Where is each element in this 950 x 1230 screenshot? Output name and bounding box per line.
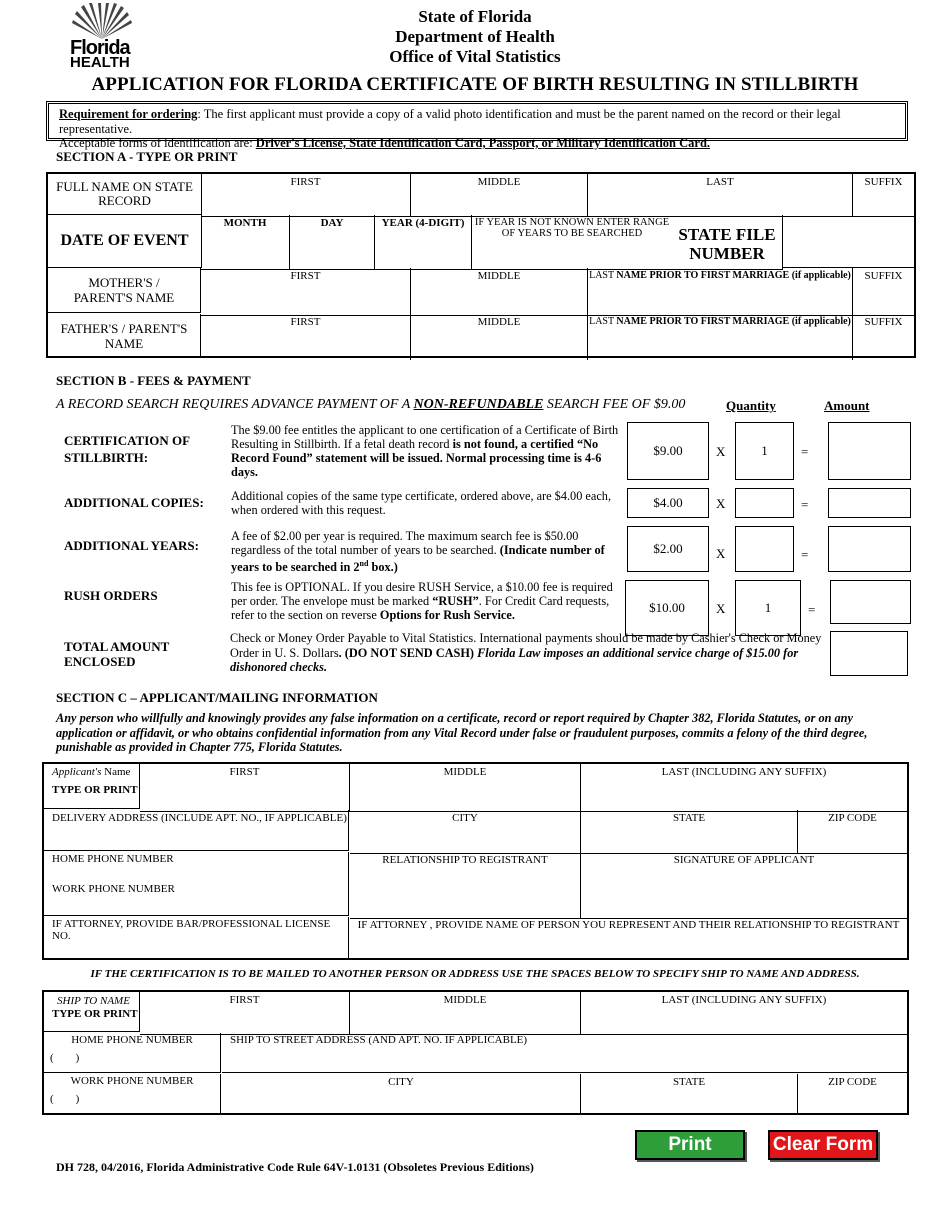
full-name-first[interactable]: FIRST xyxy=(201,174,411,217)
fee-box-rush: $10.00 xyxy=(625,580,709,636)
state-file-number-label: STATE FILE NUMBER xyxy=(678,225,776,263)
father-name-label: FATHER'S / PARENT'S NAME xyxy=(48,314,201,358)
attorney-represented-person[interactable]: IF ATTORNEY , PROVIDE NAME OF PERSON YOU REPRESENT AND THEIR RELATIONSHIP TO REGISTRANT xyxy=(357,919,900,931)
requirement-box xyxy=(46,101,908,150)
full-name-last[interactable]: LAST xyxy=(588,174,853,217)
applicant-city[interactable]: CITY xyxy=(350,810,581,854)
fee-intro-a: A RECORD SEARCH REQUIRES ADVANCE PAYMENT OF A xyxy=(56,397,414,412)
total-desc-b: . (DO NOT SEND CASH) xyxy=(338,645,478,660)
qty-certification[interactable]: 1 xyxy=(735,422,794,480)
relationship-to-registrant[interactable]: RELATIONSHIP TO REGISTRANT xyxy=(350,852,581,919)
father-last-label: LAST xyxy=(589,316,617,327)
delivery-address[interactable]: DELIVERY ADDRESS (INCLUDE APT. NO., IF APPLICABLE) xyxy=(44,810,349,851)
full-name-middle[interactable]: MIDDLE xyxy=(411,174,588,217)
total-desc-c: Florida Law imposes an additional service charge of $15.00 for dishonored checks. xyxy=(230,645,799,674)
fee-intro xyxy=(56,397,685,413)
home-phone-label: HOME PHONE NUMBER xyxy=(52,853,174,865)
year-range-label: IF YEAR IS NOT KNOWN ENTER RANGE OF YEARS TO BE SEARCHED xyxy=(474,217,670,239)
requirement-ids: Driver's License, State Identification Card, Passport, or Military Identification Card. xyxy=(255,136,711,150)
fee-desc-rush-a: This fee is OPTIONAL. If you desire RUSH Service, a $10.00 fee is required per order. The envelope must be marked xyxy=(231,580,613,608)
full-name-label: FULL NAME ON STATE RECORD xyxy=(48,174,202,215)
ship-to-table xyxy=(42,990,909,1115)
mother-middle[interactable]: MIDDLE xyxy=(411,268,588,316)
applicant-first[interactable]: FIRST xyxy=(140,764,350,812)
fee-label-years: ADDITIONAL YEARS: xyxy=(64,538,199,553)
equals-sign: = xyxy=(808,602,816,617)
date-year[interactable]: YEAR (4-DIGIT) xyxy=(375,215,472,270)
father-suffix[interactable]: SUFFIX xyxy=(864,316,903,328)
amount-certification[interactable] xyxy=(828,422,911,480)
fee-intro-c: SEARCH FEE OF $9.00 xyxy=(543,397,686,412)
total-desc xyxy=(230,631,827,675)
times-sign: X xyxy=(716,496,726,511)
ship-first[interactable]: FIRST xyxy=(140,992,350,1035)
times-sign: X xyxy=(716,546,726,561)
clear-form-button[interactable]: Clear Form xyxy=(768,1130,878,1160)
florida-health-logo xyxy=(70,3,134,71)
equals-sign: = xyxy=(801,497,809,512)
fee-desc-rush-d: Options for Rush Service. xyxy=(379,608,515,622)
applicant-type-or-print: TYPE OR PRINT xyxy=(52,784,138,796)
amount-header: Amount xyxy=(824,398,870,413)
fee-desc-rush-b: “RUSH” xyxy=(432,594,479,608)
fee-label-certification: CERTIFICATION OF STILLBIRTH: xyxy=(64,433,190,465)
father-last[interactable] xyxy=(588,314,853,360)
ship-work-phone-paren: ( ) xyxy=(50,1093,80,1105)
mother-first[interactable]: FIRST xyxy=(201,268,411,316)
applicant-table xyxy=(42,762,909,960)
fee-intro-nonrefundable: NON-REFUNDABLE xyxy=(413,397,544,412)
equals-sign: = xyxy=(801,444,809,459)
ship-type-or-print: TYPE OR PRINT xyxy=(52,1008,138,1020)
requirement-id-text: Acceptable forms of identification are: xyxy=(59,136,256,150)
ship-work-phone-label: WORK PHONE NUMBER xyxy=(70,1075,194,1087)
ship-work-phone[interactable] xyxy=(44,1074,221,1113)
section-b-heading: SECTION B - FEES & PAYMENT xyxy=(56,373,251,388)
applicant-label-name: Name xyxy=(101,766,131,778)
qty-copies[interactable] xyxy=(735,488,794,518)
applicant-zip[interactable]: ZIP CODE xyxy=(798,810,907,854)
equals-sign: = xyxy=(801,547,809,562)
section-a-table xyxy=(46,172,916,358)
section-a-heading: SECTION A - TYPE OR PRINT xyxy=(56,149,238,164)
fee-desc-years xyxy=(231,529,621,574)
total-amount-field[interactable] xyxy=(830,631,908,676)
ship-last[interactable]: LAST (INCLUDING ANY SUFFIX) xyxy=(581,992,907,1035)
amount-rush[interactable] xyxy=(830,580,911,624)
fee-desc-rush xyxy=(231,580,626,622)
amount-copies[interactable] xyxy=(828,488,911,518)
print-button[interactable]: Print xyxy=(635,1130,745,1160)
ship-street-address[interactable]: SHIP TO STREET ADDRESS (AND APT. NO. IF APPLICABLE) xyxy=(222,1033,907,1073)
year-range-cell[interactable] xyxy=(472,215,783,270)
header-state: State of Florida xyxy=(418,7,532,26)
date-of-event-label: DATE OF EVENT xyxy=(48,215,202,268)
date-day[interactable]: DAY xyxy=(290,215,375,270)
ship-city[interactable]: CITY xyxy=(222,1074,581,1115)
logo-text-health: HEALTH xyxy=(70,54,130,71)
applicant-state[interactable]: STATE xyxy=(581,810,798,854)
ship-home-phone[interactable] xyxy=(44,1033,221,1073)
times-sign: X xyxy=(716,444,726,459)
fee-desc-years-c: box.) xyxy=(368,560,398,575)
fee-box-years: $2.00 xyxy=(627,526,709,572)
ship-middle[interactable]: MIDDLE xyxy=(350,992,581,1035)
applicant-name-label xyxy=(44,764,140,809)
date-month[interactable]: MONTH xyxy=(201,215,290,270)
ship-home-phone-label: HOME PHONE NUMBER xyxy=(71,1034,193,1046)
ship-zip[interactable]: ZIP CODE xyxy=(828,1076,877,1088)
work-phone-label: WORK PHONE NUMBER xyxy=(52,883,175,895)
total-label: TOTAL AMOUNT ENCLOSED xyxy=(64,639,170,669)
applicant-phones[interactable] xyxy=(44,852,349,916)
fee-desc-years-b: (Indicate number of years to be searched in 2 xyxy=(231,543,605,575)
applicant-middle[interactable]: MIDDLE xyxy=(350,764,581,812)
full-name-suffix[interactable]: SUFFIX xyxy=(853,174,914,217)
father-last-prior: NAME PRIOR TO FIRST MARRIAGE (if applicable) xyxy=(616,316,851,327)
fee-box-copies: $4.00 xyxy=(627,488,709,518)
fee-desc-certification-a: The $9.00 fee entitles the applicant to one certification of a Certificate of Birth Resulting in Stillbirth. If a fetal death record xyxy=(231,423,619,451)
applicant-signature[interactable]: SIGNATURE OF APPLICANT xyxy=(581,852,907,919)
page-title: APPLICATION FOR FLORIDA CERTIFICATE OF BIRTH RESULTING IN STILLBIRTH xyxy=(91,74,859,95)
mother-last-prior: NAME PRIOR TO FIRST MARRIAGE (if applicable) xyxy=(616,270,851,281)
section-c-heading: SECTION C – APPLICANT/MAILING INFORMATION xyxy=(56,690,378,705)
logo-text-florida: Florida xyxy=(70,37,130,59)
form-id: DH 728, 04/2016, Florida Administrative Code Rule 64V-1.0131 (Obsoletes Previous Editions) xyxy=(56,1160,534,1174)
applicant-last[interactable]: LAST (INCLUDING ANY SUFFIX) xyxy=(581,764,907,812)
fee-desc-certification-b: is not found, a certified “No Record Found” statement will be issued. Normal processing time is 4-6 days. xyxy=(231,437,602,479)
mother-suffix[interactable]: SUFFIX xyxy=(853,268,914,316)
state-file-number-field[interactable] xyxy=(783,215,914,268)
mother-last[interactable] xyxy=(588,268,853,316)
fee-desc-years-a: A fee of $2.00 per year is required. The maximum search fee is $50.00 regardless of the total number of years to be searched. xyxy=(231,529,579,557)
amount-years[interactable] xyxy=(828,526,911,572)
qty-years[interactable] xyxy=(735,526,794,572)
attorney-bar-number[interactable]: IF ATTORNEY, PROVIDE BAR/PROFESSIONAL LICENSE NO. xyxy=(44,917,349,958)
requirement-text: : The first applicant must provide a copy of a valid photo identification and must be the parent named on the record or their legal representative. xyxy=(59,107,841,136)
false-info-warning: Any person who willfully and knowingly provides any false information on a certificate, record or report required by Chapter 382, Florida Statutes, or on any application or affidavit, or who obtains confidential information from any Vital Record under false or fraudulent purposes, commits a felony of the third degree, punishable as provided in Chapter 775, Florida Statutes. xyxy=(56,711,868,754)
quantity-header: Quantity xyxy=(726,398,776,413)
applicant-label-italic: Applicant's xyxy=(52,766,102,778)
sunburst-icon xyxy=(70,3,134,39)
father-middle[interactable]: MIDDLE xyxy=(411,314,588,360)
qty-rush[interactable]: 1 xyxy=(735,580,801,636)
father-first[interactable]: FIRST xyxy=(201,314,411,360)
header-department: Department of Health xyxy=(395,27,555,46)
mother-name-label: MOTHER'S / PARENT'S NAME xyxy=(48,268,201,313)
times-sign: X xyxy=(716,601,726,616)
ship-state[interactable]: STATE xyxy=(581,1074,798,1115)
fee-desc-years-sup: nd xyxy=(359,559,369,568)
fee-label-copies: ADDITIONAL COPIES: xyxy=(64,495,204,510)
ship-to-name-text: SHIP TO NAME xyxy=(57,995,130,1007)
mother-last-label: LAST xyxy=(589,270,617,281)
total-desc-a: Check or Money Order Payable to Vital Statistics. International payments should be made by Cashier's Check or Money Order in U. S. Dollars xyxy=(230,631,822,660)
fee-label-rush: RUSH ORDERS xyxy=(64,588,158,603)
ship-to-note: IF THE CERTIFICATION IS TO BE MAILED TO ANOTHER PERSON OR ADDRESS USE THE SPACES BELOW TO SPECIFY SHIP TO NAME AND ADDRESS. xyxy=(90,968,860,980)
fee-desc-copies: Additional copies of the same type certificate, ordered above, are $4.00 each, when ordered with this request. xyxy=(231,489,612,517)
requirement-label: Requirement for ordering xyxy=(59,107,198,121)
ship-home-phone-paren: ( ) xyxy=(50,1052,80,1064)
fee-desc-rush-c: . For Credit Card requests, refer to the section on reverse xyxy=(231,594,610,622)
ship-to-name-label xyxy=(44,992,140,1032)
fee-box-certification: $9.00 xyxy=(627,422,709,480)
fee-desc-certification xyxy=(231,423,621,479)
header-office: Office of Vital Statistics xyxy=(389,47,561,66)
